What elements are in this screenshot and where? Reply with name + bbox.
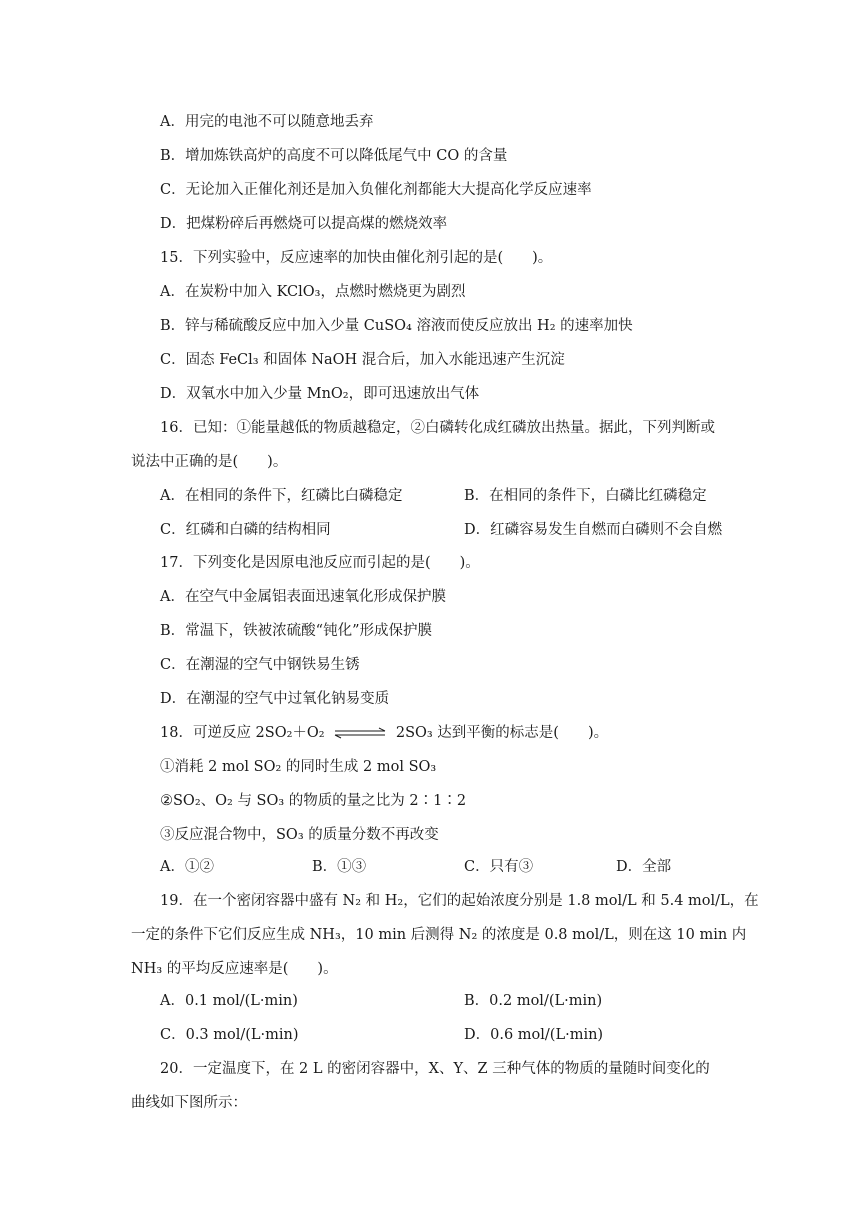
q18-option-d: D．全部 (616, 859, 672, 875)
equilibrium-arrow-icon (333, 727, 387, 739)
q19-stem-line2: 一定的条件下它们反应生成 NH₃，10 min 后测得 N₂ 的浓度是 0.8 mol/L，则在这 10 min 内 (131, 927, 747, 943)
q16-option-a: A．在相同的条件下，红磷比白磷稳定 (160, 488, 403, 504)
q19-option-c: C．0.3 mol/(L·min) (160, 1027, 299, 1043)
q14-option-a: A．用完的电池不可以随意地丢弃 (160, 114, 374, 130)
q20-stem-line1: 20．一定温度下，在 2 L 的密闭容器中，X、Y、Z 三种气体的物质的量随时间变化的 (160, 1061, 710, 1077)
q19-stem-line1: 19．在一个密闭容器中盛有 N₂ 和 H₂，它们的起始浓度分别是 1.8 mol/L 和 5.4 mol/L，在 (160, 893, 759, 909)
q17-option-b: B．常温下，铁被浓硫酸“钝化”形成保护膜 (160, 623, 432, 639)
q14-option-c: C．无论加入正催化剂还是加入负催化剂都能大大提高化学反应速率 (160, 182, 592, 198)
q16-option-c: C．红磷和白磷的结构相同 (160, 522, 331, 538)
q18-stem (160, 723, 608, 743)
q14-option-b: B．增加炼铁高炉的高度不可以降低尾气中 CO 的含量 (160, 148, 508, 164)
q17-option-d: D．在潮湿的空气中过氧化钠易变质 (160, 691, 390, 707)
q18-statement-1: ①消耗 2 mol SO₂ 的同时生成 2 mol SO₃ (160, 759, 437, 775)
q16-option-b: B．在相同的条件下，白磷比红磷稳定 (464, 488, 707, 504)
q18-option-a: A．①② (160, 859, 214, 875)
q20-stem-line2: 曲线如下图所示： (131, 1095, 247, 1111)
q18-statement-2: ②SO₂、O₂ 与 SO₃ 的物质的量之比为 2∶1∶2 (160, 793, 467, 809)
q15-option-c: C．固态 FeCl₃ 和固体 NaOH 混合后，加入水能迅速产生沉淀 (160, 352, 565, 368)
q19-option-a: A．0.1 mol/(L·min) (160, 993, 298, 1009)
q19-option-d: D．0.6 mol/(L·min) (464, 1027, 604, 1043)
q16-option-d: D．红磷容易发生自燃而白磷则不会自燃 (464, 522, 723, 538)
q16-stem-line1: 16．已知：①能量越低的物质越稳定，②白磷转化成红磷放出热量。据此，下列判断或 (160, 420, 715, 436)
q15-option-d: D．双氧水中加入少量 MnO₂，即可迅速放出气体 (160, 386, 480, 402)
q15-option-b: B．锌与稀硫酸反应中加入少量 CuSO₄ 溶液而使反应放出 H₂ 的速率加快 (160, 318, 633, 334)
q17-option-c: C．在潮湿的空气中钢铁易生锈 (160, 657, 360, 673)
q17-option-a: A．在空气中金属铝表面迅速氧化形成保护膜 (160, 589, 446, 605)
q18-option-c: C．只有③ (464, 859, 534, 875)
q15-stem: 15．下列实验中，反应速率的加快由催化剂引起的是( )。 (160, 250, 553, 266)
q18-stem-right: 2SO₃ 达到平衡的标志是( )。 (395, 725, 609, 741)
q19-option-b: B．0.2 mol/(L·min) (464, 993, 603, 1009)
q19-stem-line3: NH₃ 的平均反应速率是( )。 (131, 961, 338, 977)
q17-stem: 17．下列变化是因原电池反应而引起的是( )。 (160, 555, 480, 571)
q15-option-a: A．在炭粉中加入 KClO₃，点燃时燃烧更为剧烈 (160, 284, 466, 300)
q16-stem-line2: 说法中正确的是( )。 (131, 454, 288, 470)
q18-option-b: B．①③ (312, 859, 367, 875)
q18-statement-3: ③反应混合物中，SO₃ 的质量分数不再改变 (160, 827, 439, 843)
q14-option-d: D．把煤粉碎后再燃烧可以提高煤的燃烧效率 (160, 216, 448, 232)
q18-stem-left: 18．可逆反应 2SO₂＋O₂ (160, 725, 325, 741)
